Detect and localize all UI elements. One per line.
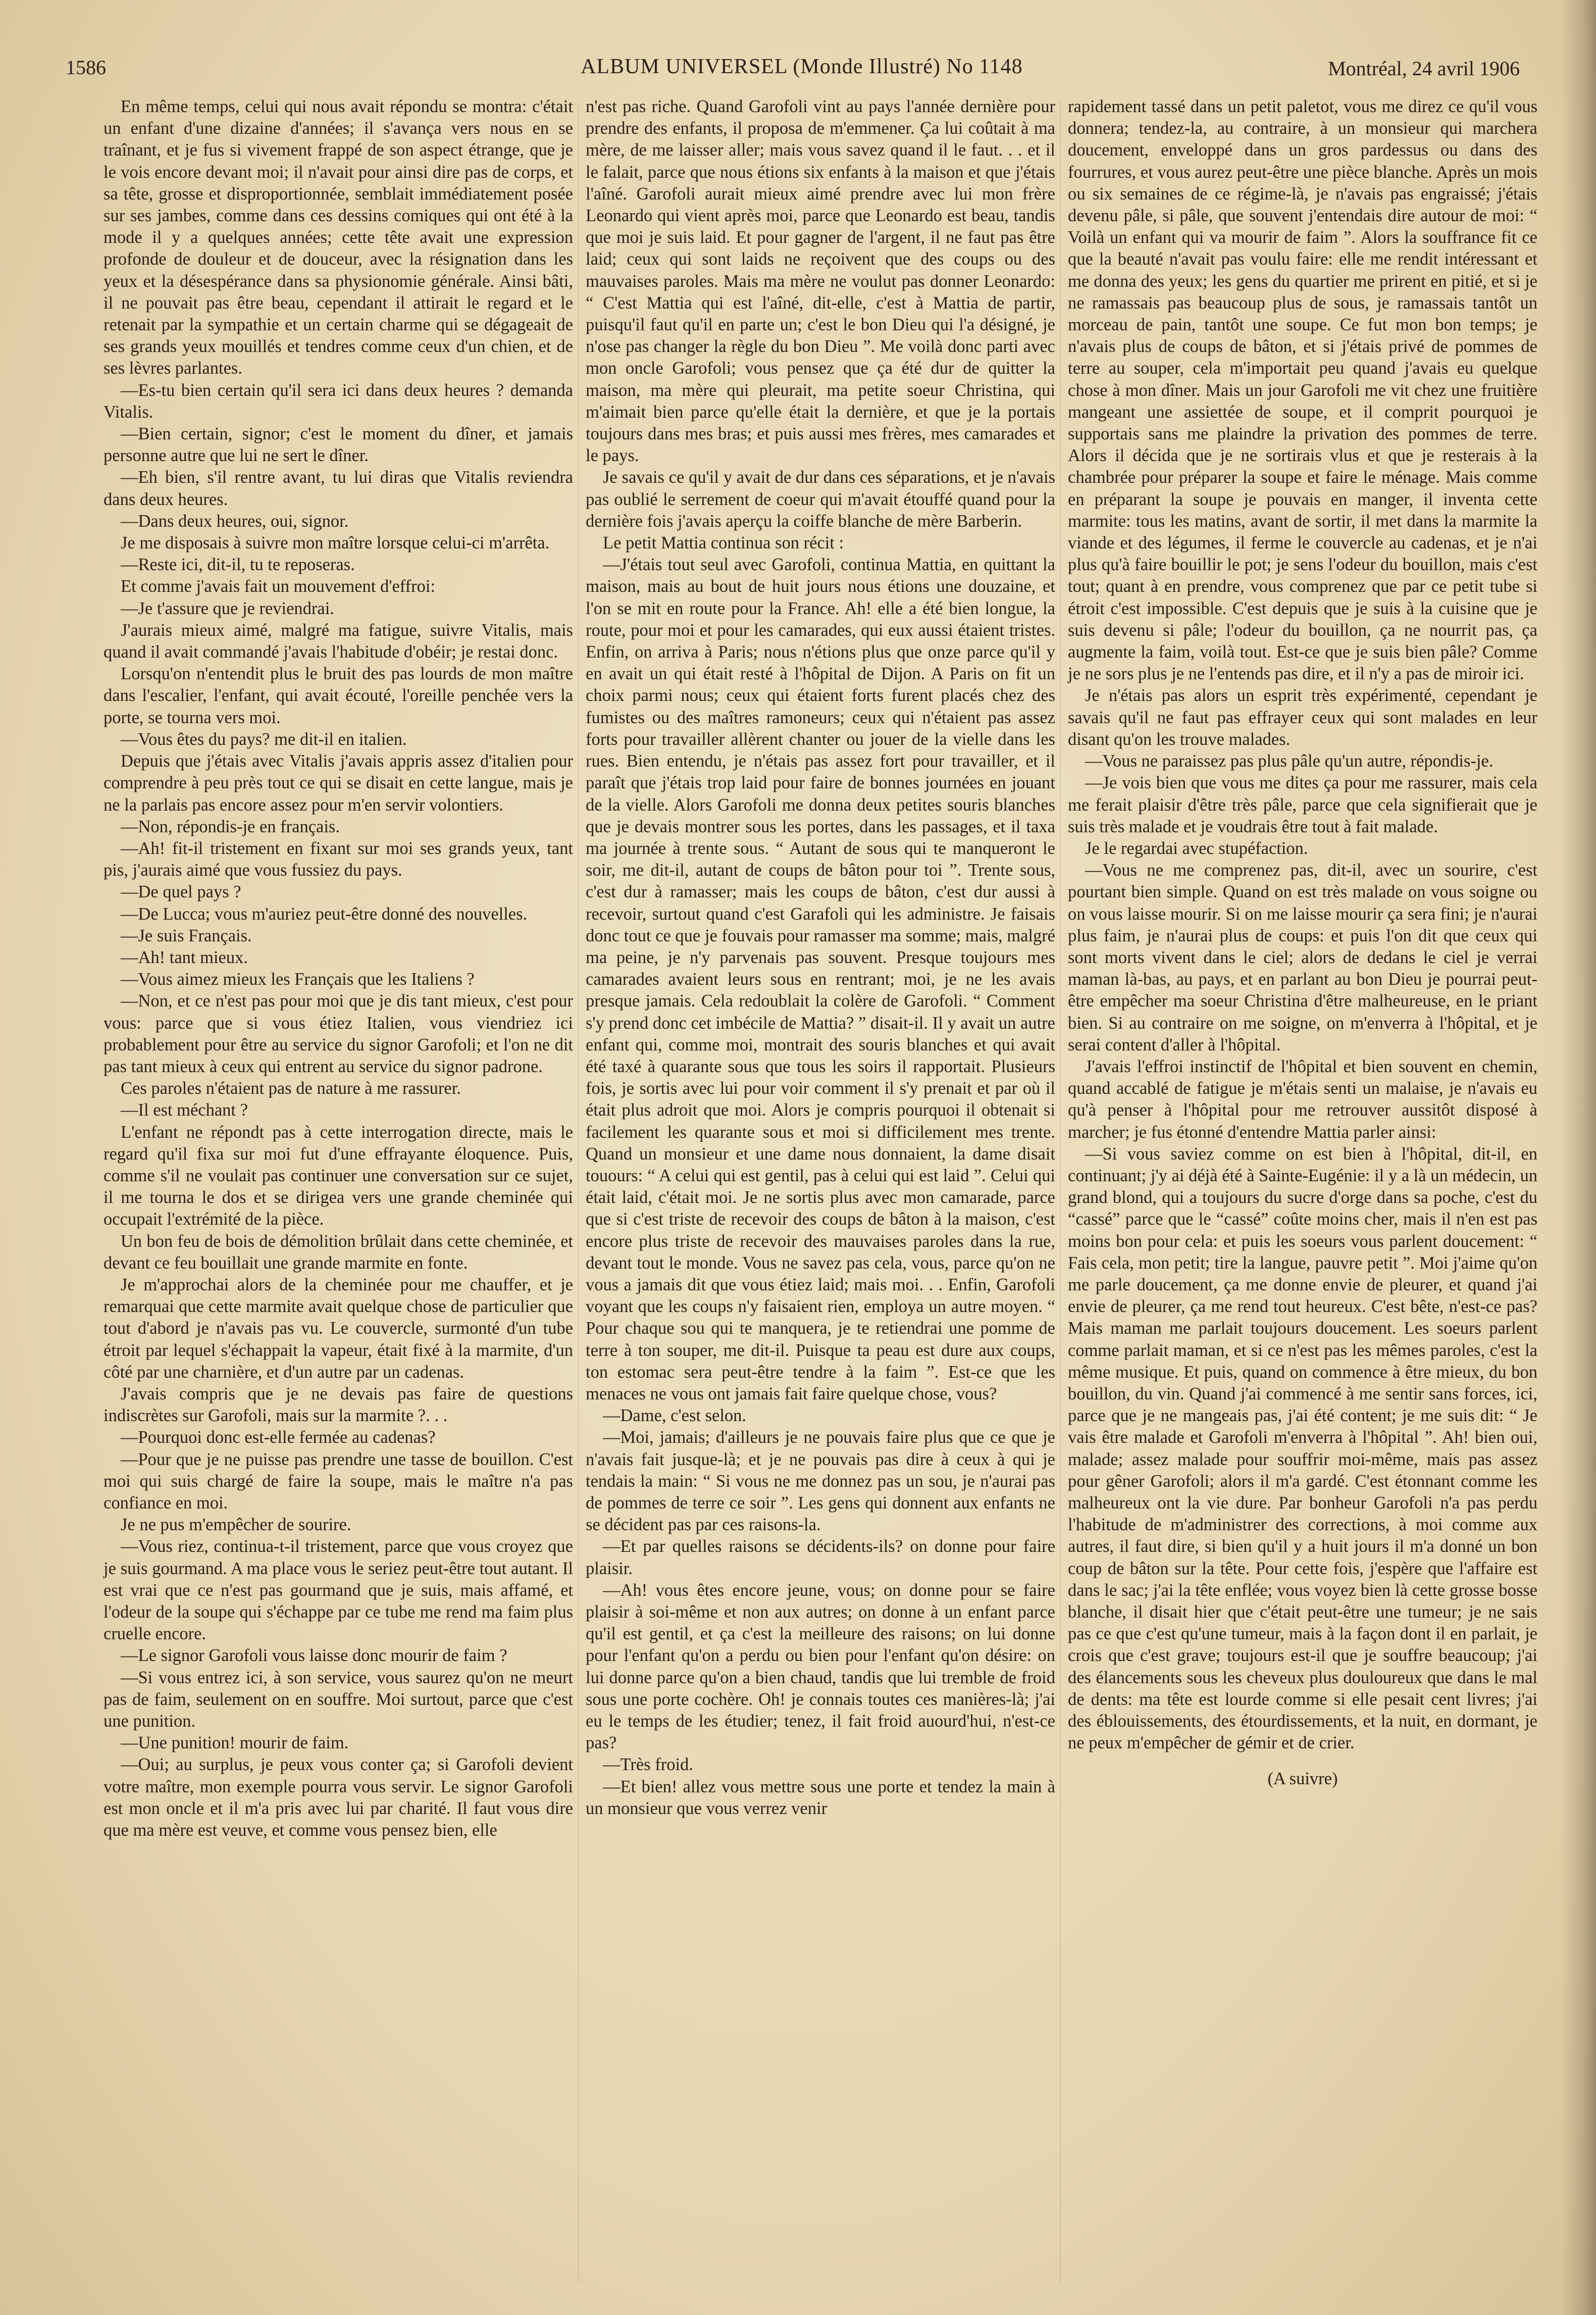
paragraph: J'aurais mieux aimé, malgré ma fatigue, suivre Vitalis, mais quand il avait commandé j'avais l'habitude d'obéir; je restai donc. [104,620,573,662]
paragraph: —J'étais tout seul avec Garofoli, continua Mattia, en quittant la maison, mais au bout de huit jours nous étions une douzaine, et l'on se mit en route pour la France. Ah! elle a été bien longue, la route, pour moi et pour les camarades, qui eux aussi étaient tristes. Enfin, on arriva à Paris; nous n'étions plus que onze parce qu'il y en avait un qui était resté à l'hôpital de Dijon. A Paris on fit un choix parmi nous; ceux qui étaient forts furent placés chez des fumistes ou des maîtres ramoneurs; ceux qui n'étaient pas assez forts pour travailler allèrent chanter ou jouer de la vielle dans les rues. Bien entendu, je n'étais pas assez fort pour travailler, et il paraît que j'étais trop laid pour faire de bonnes journées en jouant de la vielle. Alors Garofoli me donna deux petites souris blanches que je devais montrer sous les portes, dans les passages, et il taxa ma journée à trente sous. “ Autant de sous qui te manqueront le soir, me dit-il, autant de coups de bâton pour toi ”. Trente sous, c'est dur à ramasser; mais les coups de bâton, c'est dur aussi à recevoir, surtout quand c'est Garafoli qui les administre. Je faisais donc tout ce que je fouvais pour ramasser ma somme; mais, malgré ma peine, je n'y parvenais pas souvent. Presque toujours mes camarades avaient leurs sous en rentrant; moi, je ne les avais presque jamais. Cela redoublait la colère de Garofoli. “ Comment s'y prend donc cet imbécile de Mattia? ” disait-il. Il y avait un autre enfant qui, comme moi, montrait des souris blanches et qui avait été taxé à quarante sous que tous les soirs il rapportait. Plusieurs fois, je sortis avec lui pour voir comment il s'y prenait et par où il était plus adroit que moi. Alors je compris pourquoi il obtenait si facilement les quarante sous et moi si difficilement mes trente. Quand un monsieur et une dame nous donnaient, la dame disait touours: “ A celui qui est gentil, pas à celui qui est laid ”. Celui qui était laid, c'était moi. Je ne sortis plus avec mon camarade, parce que si c'est triste de recevoir des coups de bâton à la maison, c'est encore plus triste de recevoir des mauvaises paroles dans la rue, devant tout le monde. Vous ne savez pas cela, vous, parce qu'on ne vous a jamais dit que vous étiez laid; mais moi. . . Enfin, Garofoli voyant que les coups n'y faisaient rien, employa un autre moyen. “ Pour chaque sou qui te manquera, je te retiendrai une pomme de terre à ton souper, me dit-il. Puisque ta peau est dure aux coups, ton estomac sera peut-être tendre à la faim ”. Est-ce que les menaces ne vous ont jamais fait faire quelque chose, vous? [586,555,1055,1403]
paragraph: —Ah! tant mieux. [121,947,248,967]
paragraph: —Je suis Français. [121,926,252,945]
paragraph: —Pourquoi donc est-elle fermée au cadenas? [121,1428,436,1447]
paragraph: —Pour que je ne puisse pas prendre une tasse de bouillon. C'est moi qui suis chargé de faire la soupe, mais le maître n'a pas confiance en moi. [104,1449,573,1513]
paragraph: —Dame, c'est selon. [603,1406,747,1426]
paragraph: n'est pas riche. Quand Garofoli vint au pays l'année dernière pour prendre des enfants, il proposa de m'emmener. Ça lui coûtait à ma mère, de me laisser aller; mais vous savez quand il le faut. . . et il le falait, parce que nous étions six enfants à la maison et que j'étais l'aîné. Garofoli aurait mieux aimé prendre avec lui mon frère Leonardo qui vient après moi, parce que Leonardo est beau, tandis que moi je suis laid. Et pour gagner de l'argent, il ne faut pas être laid; ceux qui sont laids ne reçoivent que des coups ou des mauvaises paroles. Mais ma mère ne voulut pas donner Leonardo: “ C'est Mattia qui est l'aîné, dit-elle, c'est à Mattia de partir, puisqu'il faut qu'il en parte un; c'est le bon Dieu qui l'a désigné, je n'ose pas changer la règle du bon Dieu ”. Me voilà donc parti avec mon oncle Garofoli; vous pensez que ça été dur de quitter la maison, ma mère qui pleurait, ma petite soeur Christina, qui m'aimait bien parce qu'elle était la dernière, et que je la portais toujours dans mes bras; et puis aussi mes frères, mes camarades et le pays. [586,97,1055,466]
paragraph: Je me disposais à suivre mon maître lorsque celui-ci m'arrêta. [121,533,550,553]
paragraph: —Je t'assure que je reviendrai. [121,598,334,618]
publication-title: ALBUM UNIVERSEL (Monde Illustré) No 1148 [581,55,1023,78]
page-spine-shadow [1561,0,1596,2315]
paragraph: Je n'étais pas alors un esprit très expérimenté, cependant je savais qu'il ne faut pas effrayer ceux qui sont malades en leur disant qu'on les trouve malades. [1068,686,1537,749]
paragraph: J'avais compris que je ne devais pas faire de questions indiscrètes sur Garofoli, mais sur la marmite ?. . . [104,1384,573,1426]
paragraph: Le petit Mattia continua son récit : [603,533,844,553]
paragraph: —Eh bien, s'il rentre avant, tu lui diras que Vitalis reviendra dans deux heures. [104,468,573,509]
paragraph: Depuis que j'étais avec Vitalis j'avais appris assez d'italien pour comprendre à peu près tout ce qui se disait en cette langue, mais je ne la parlais pas encore assez pour m'en servir volontiers. [104,751,573,815]
text-column-3 [1068,96,1537,2288]
to-be-continued: (A suivre) [1267,1769,1338,1789]
paragraph: Lorsqu'on n'entendit plus le bruit des pas lourds de mon maître dans l'escalier, l'enfant, qui avait écouté, l'oreille penchée vers la porte, se tourna vers moi. [104,664,573,727]
paragraph: —Ah! vous êtes encore jeune, vous; on donne pour se faire plaisir à soi-même et non aux autres; on donne à un enfant parce qu'il est gentil, et ça c'est la meilleure des raisons; on lui donne pour l'enfant qu'on a perdu ou bien pour l'enfant qu'on désire: on lui donne parce qu'on a bien chaud, tandis que lui tremble de froid sous une porte cochère. Oh! je connais toutes ces manières-là; j'ai eu le temps de les étudier; tenez, il fait froid auourd'hui, n'est-ce pas? [586,1580,1055,1753]
paragraph: —Reste ici, dit-il, tu te reposeras. [121,555,355,575]
paragraph: —Si vous saviez comme on est bien à l'hôpital, dit-il, en continuant; j'y ai déjà été à Sainte-Eugénie: il y a là un médecin, un grand blond, qui a toujours du sucre d'orge dans sa poche, c'est du “cassé” parce que le “cassé” coûte moins cher, mais il n'en est pas moins bon pour cela: et puis les soeurs vous parlent doucement: “ Fais cela, mon petit; tire la langue, pauvre petit ”. Moi j'aime qu'on me parle doucement, ça me donne envie de pleurer, et quand j'ai envie de pleurer, ça me rend tout heureux. C'est bête, n'est-ce pas? Mais maman me parlait toujours doucement. Les soeurs parlent comme parlait maman, et si ce n'est pas les mêmes paroles, c'est la même musique. Et puis, quand on commence à être mieux, du bon bouillon, du vin. Quand j'ai commencé à me sentir sans forces, ici, parce que je ne mangeais pas, j'ai été content; je me suis dit: “ Je vais être malade et Garofoli m'enverra à l'hôpital ”. Ah! bien oui, malade; assez malade pour souffrir moi-même, mais pas assez pour gêner Garofoli; alors il m'a gardé. C'est étonnant comme les malheureux ont la vie dure. Par bonheur Garofoli n'a pas perdu l'habitude de m'administrer des corrections, à moi comme aux autres, il faut dire, si bien qu'il y a huit jours il m'a donné un bon coup de bâton sur la tête. Pour cette fois, j'espère que l'affaire est dans le sac; j'ai la tête enflée; vous voyez bien là cette grosse bosse blanche, il disait hier que c'était peut-être une tumeur; je ne sais pas ce que c'est qu'une tumeur, mais à la façon dont il en parlait, je crois que c'est grave; toujours est-il que je souffre beaucoup; j'ai des élancements sous les cheveux plus douloureux que dans le mal de dents: ma tête est lourde comme si elle pesait cent livres; j'ai des éblouissements, des étourdissements, et la nuit, en dormant, je ne peux m'empêcher de gémir et de crier. [1068,1144,1537,1753]
paragraph: —Oui; au surplus, je peux vous conter ça; si Garofoli devient votre maître, mon exemple pourra vous servir. Le signor Garofoli est mon oncle et il m'a pris avec lui par charité. Il faut vous dire que ma mère est veuve, et comme vous pensez bien, elle [104,1755,573,1840]
column-divider [578,101,579,2283]
paragraph: —Vous êtes du pays? me dit-il en italien. [121,729,407,749]
paragraph: —Es-tu bien certain qu'il sera ici dans deux heures ? demanda Vitalis. [104,380,573,422]
paragraph: —Dans deux heures, oui, signor. [121,511,349,531]
paragraph: —Très froid. [603,1755,693,1775]
paragraph: Un bon feu de bois de démolition brûlait dans cette cheminée, et devant ce feu bouillait une grande marmite en fonte. [104,1231,573,1273]
paragraph: —Vous aimez mieux les Français que les Italiens ? [121,970,475,989]
paragraph: —Moi, jamais; d'ailleurs je ne pouvais faire plus que ce que je n'avais fait jusque-là; et je ne pouvais pas dire à ceux à qui je tendais la main: “ Si vous ne me donnez pas un sou, je n'aurai pas de pommes de terre ce soir ”. Les gens qui donnent aux enfants ne se décident pas par ces raisons-la. [586,1428,1055,1535]
paragraph: —Vous ne paraissez pas plus pâle qu'un autre, répondis-je. [1085,751,1494,771]
paragraph: Je le regardai avec stupéfaction. [1085,838,1308,858]
paragraph: L'enfant ne répondt pas à cette interrogation directe, mais le regard qu'il fixa sur moi fut d'une effrayante éloquence. Puis, comme s'il ne voulait pas continuer une conversation sur ce sujet, il me tourna le dos et se dirigea vers une grande cheminée qui occupait l'extrémité de la pièce. [104,1122,573,1229]
paragraph: —Et par quelles raisons se décidents-ils? on donne pour faire plaisir. [586,1537,1055,1578]
paragraph: —Vous riez, continua-t-il tristement, parce que vous croyez que je suis gourmand. A ma place vous le seriez peut-être tout autant. Il est vrai que ce n'est pas gourmand que je suis, mais affamé, et l'odeur de la soupe qui s'échappe par ce tube me rend ma faim plus cruelle encore. [104,1537,573,1644]
text-column-2 [586,96,1055,2288]
page-header [56,51,1520,86]
paragraph: Ces paroles n'étaient pas de nature à me rassurer. [121,1079,461,1098]
paragraph: Et comme j'avais fait un mouvement d'effroi: [121,577,436,596]
paragraph: —Et bien! allez vous mettre sous une porte et tendez la main à un monsieur que vous verrez venir [586,1777,1055,1818]
paragraph: —Si vous entrez ici, à son service, vous saurez qu'on ne meurt pas de faim, seulement on en souffre. Moi surtout, parce que c'est une punition. [104,1668,573,1731]
paragraph: —Non, et ce n'est pas pour moi que je dis tant mieux, c'est pour vous: parce que si vous étiez Italien, vous viendriez ici probablement pour être au service du signor Garofoli; et l'on ne dit pas tant mieux à ceux qui entrent au service du signor padrone. [104,991,573,1076]
paragraph: —Une punition! mourir de faim. [121,1733,349,1753]
paragraph: —Non, répondis-je en français. [121,817,340,836]
paragraph: —Vous ne me comprenez pas, dit-il, avec un sourire, c'est pourtant bien simple. Quand on est très malade on vous soigne ou on vous laisse mourir. Si on me laisse mourir ça sera fini; je n'aurai plus faim, je n'aurai plus de coups: et puis l'on dit que ceux qui sont morts vivent dans le ciel; alors de dedans le ciel je verrai maman là-bas, au pays, et en parlant au bon Dieu je pourrai peut-être empêcher ma soeur Christina d'être malheureuse, en le priant bien. Si au contraire on me soigne, on m'enverra à l'hôpital, et je serai content d'aller à l'hôpital. [1068,861,1537,1054]
place-date: Montréal, 24 avril 1906 [1328,57,1520,80]
column-divider [1060,101,1061,2283]
paragraph: —Le signor Garofoli vous laisse donc mourir de faim ? [121,1646,507,1666]
paragraph: —Il est méchant ? [121,1100,248,1120]
paragraph: —De Lucca; vous m'auriez peut-être donné des nouvelles. [121,904,528,924]
paragraph: Je savais ce qu'il y avait de dur dans ces séparations, et je n'avais pas oublié le serrement de coeur qui m'avait étouffé quand pour la dernière fois j'avais aperçu la coiffe blanche de mère Barberin. [586,468,1055,531]
paragraph: —De quel pays ? [121,882,241,902]
paragraph: —Bien certain, signor; c'est le moment du dîner, et jamais personne autre que lui ne sert le dîner. [104,424,573,466]
paragraph: Je ne pus m'empêcher de sourire. [121,1515,351,1535]
paragraph: Je m'approchai alors de la cheminée pour me chauffer, et je remarquai que cette marmite avait quelque chose de particulier que tout d'abord je n'avais pas vu. Le couvercle, surmonté d'un tube étroit par lequel s'échappait la vapeur, était fixé à la marmite, d'un côté par une charnière, et d'un autre par un cadenas. [104,1275,573,1382]
paragraph: En même temps, celui qui nous avait répondu se montra: c'était un enfant d'une dizaine d'années; il s'avança vers nous en se traînant, et je fus si vivement frappé de son aspect étrange, que je le vois encore devant moi; il n'avait pour ainsi dire pas de corps, et sa tête, grosse et disproportionnée, semblait immédiatement posée sur ses jambes, comme dans ces dessins comiques qui ont été à la mode il y a quelques années; cette tête avait une expression profonde de douleur et de douceur, avec la résignation dans les yeux et la désespérance dans sa physionomie générale. Ainsi bâti, il ne pouvait pas être beau, cependant il attirait le regard et le retenait par la sympathie et un certain charme qui se dégageait de ses grands yeux mouillés et tendres comme ceux d'un chien, et de ses lèvres parlantes. [104,97,573,378]
text-column-1 [104,96,573,2288]
paragraph: rapidement tassé dans un petit paletot, vous me direz ce qu'il vous donnera; tendez-la, au contraire, à un monsieur qui marchera doucement, enveloppé dans un gros pardessus ou dans des fourrures, et vous aurez peut-être une pièce blanche. Après un mois ou six semaines de ce régime-là, je n'avais pas engraissé; j'étais devenu pâle, si pâle, que souvent j'entendais dire autour de moi: “ Voilà un enfant qui va mourir de faim ”. Alors la souffrance fit ce que la beauté n'avait pas voulu faire: elle me rendit intéressant et me donna des yeux; les gens du quartier me prirent en pitié, et si je ne ramassais pas beaucoup plus de sous, je ramassais tantôt un morceau de pain, tantôt une soupe. Ce fut mon bon temps; je n'avais plus de coups de bâton, et si j'étais privé de pommes de terre au souper, cela m'importait peu quand j'avais eu quelque chose à mon dîner. Mais un jour Garofoli me vit chez une fruitière mangeant une assiettée de soupe, et il comprit pourquoi je supportais sans me plaindre la privation des pommes de terre. Alors il décida que je ne sortirais vlus et que je resterais à la chambrée pour préparer la soupe et faire le ménage. Mais comme en préparant la soupe je pouvais en manger, il inventa cette marmite: tous les matins, avant de sortir, il met dans la marmite la viande et des légumes, il ferme le couvercle au cadenas, et je n'ai plus qu'à faire bouillir le pot; je sens l'odeur du bouillon, mais c'est tout; quant à en prendre, vous comprenez que par ce petit tube si étroit c'est impossible. C'est depuis que je suis à la cuisine que je suis devenu si pâle; l'odeur du bouillon, ça ne nourrit pas, ça augmente la faim, voilà tout. Est-ce que je suis bien pâle? Comme je ne sors plus je ne l'entends pas dire, et il n'y a pas de miroir ici. [1068,97,1537,684]
paragraph: J'avais l'effroi instinctif de l'hôpital et bien souvent en chemin, quand accablé de fatigue je m'étais senti un malaise, je n'avais eu qu'à penser à l'hôpital pour me retrouver aussitôt disposé à marcher; je fus étonné d'entendre Mattia parler ainsi: [1068,1056,1537,1142]
paragraph: —Je vois bien que vous me dites ça pour me rassurer, mais cela me ferait plaisir d'être très pâle, parce que cela signifierait que je suis très malade et je voudrais être tout à fait malade. [1068,773,1537,836]
paragraph: —Ah! fit-il tristement en fixant sur moi ses grands yeux, tant pis, j'aurais aimé que vous fussiez du pays. [104,838,573,880]
page-number: 1586 [66,56,106,79]
